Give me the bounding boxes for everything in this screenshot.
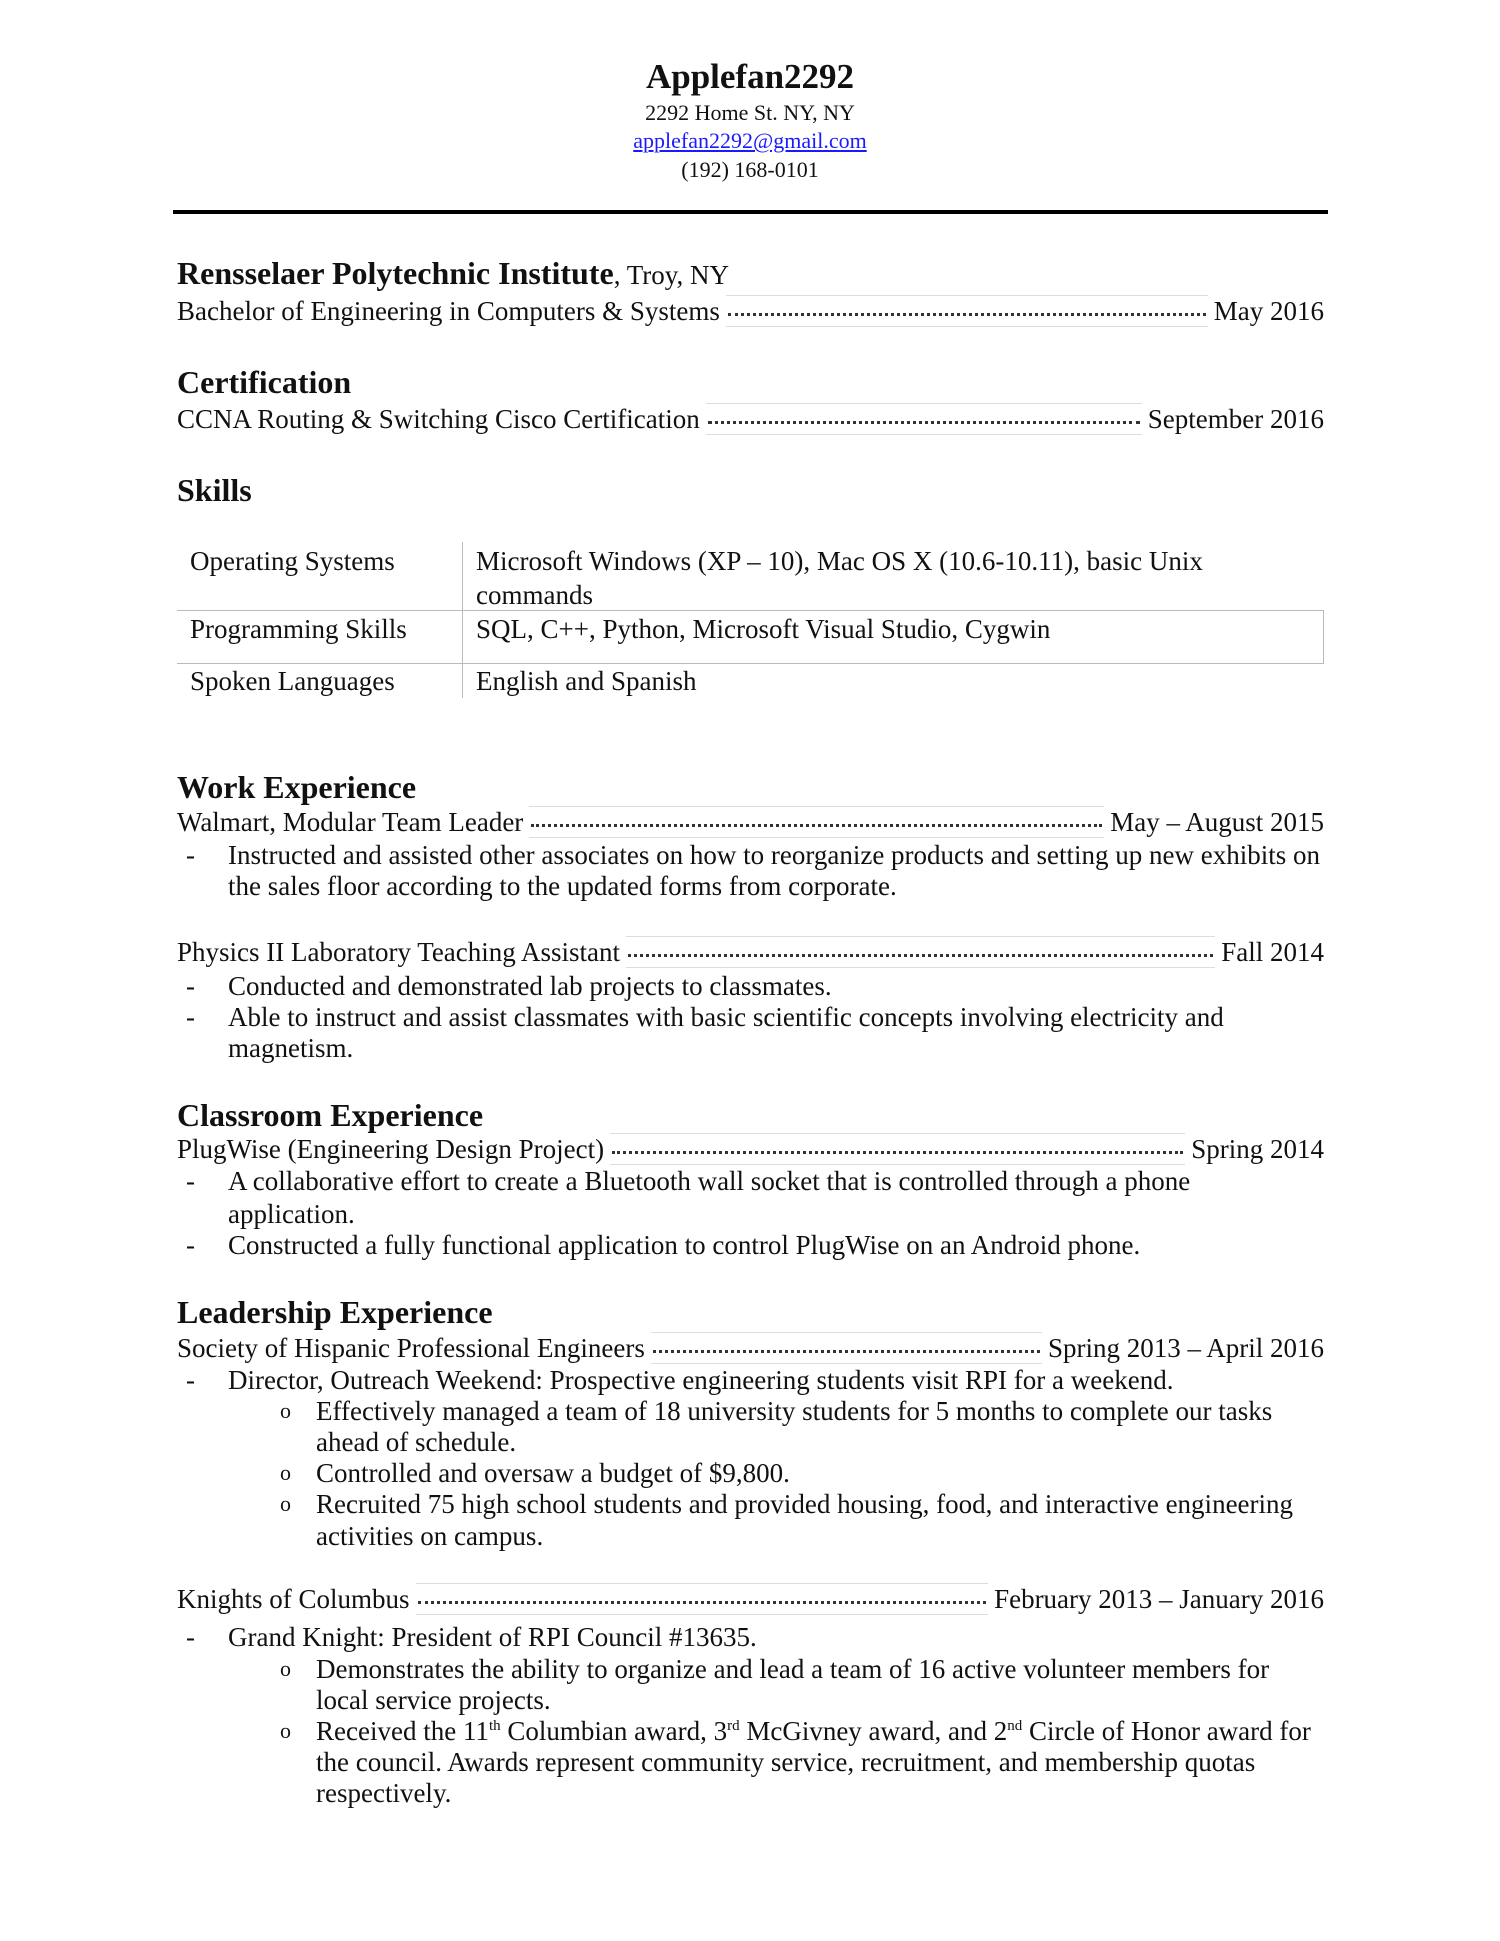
- project-row: PlugWise (Engineering Design Project) Spring 2014: [177, 1134, 1324, 1164]
- sub-bullet-item: o Received the 11th Columbian award, 3rd McGivney award, and 2nd Circle of Honor award for: [280, 1716, 1311, 1746]
- address: 2292 Home St. NY, NY: [645, 100, 855, 125]
- dot-leader: [529, 806, 1104, 838]
- job-row: Physics II Laboratory Teaching Assistant Fall 2014: [177, 937, 1324, 967]
- org-row: Society of Hispanic Professional Engineers Spring 2013 – April 2016: [177, 1333, 1324, 1363]
- sub-bullet-continuation: the council. Awards represent community service, recruitment, and membership quotas: [316, 1747, 1256, 1777]
- sub-bullet-continuation: activities on campus.: [316, 1521, 544, 1551]
- certification-heading: Certification: [177, 364, 352, 400]
- skill-value: Microsoft Windows (XP – 10), Mac OS X (10.6-10.11), basic Unix: [476, 546, 1203, 576]
- bullet-item: - A collaborative effort to create a Bluetooth wall socket that is controlled through a phone: [186, 1166, 1191, 1196]
- skills-heading: Skills: [177, 472, 252, 508]
- skill-label: Operating Systems: [190, 546, 395, 576]
- org-row: Knights of Columbus February 2013 – January 2016: [177, 1584, 1324, 1614]
- bullet-continuation: the sales floor according to the updated forms from corporate.: [228, 871, 897, 901]
- sub-bullet-continuation: ahead of schedule.: [316, 1427, 517, 1457]
- dot-leader: [651, 1332, 1042, 1364]
- skill-value: SQL, C++, Python, Microsoft Visual Studio, Cygwin: [476, 614, 1051, 644]
- bullet-item: - Instructed and assisted other associates on how to reorganize products and setting up new exhibits on: [186, 840, 1320, 870]
- phone: (192) 168-0101: [681, 157, 819, 182]
- sub-bullet-continuation: respectively.: [316, 1778, 452, 1808]
- skill-label: Programming Skills: [190, 614, 407, 644]
- dot-leader: [626, 936, 1215, 968]
- dot-leader: [416, 1583, 989, 1615]
- bullet-item: - Director, Outreach Weekend: Prospective engineering students visit RPI for a weekend.: [186, 1365, 1174, 1395]
- skill-value: English and Spanish: [476, 666, 697, 696]
- dot-leader: [610, 1133, 1185, 1165]
- bullet-item: - Able to instruct and assist classmates with basic scientific concepts involving electricity and: [186, 1002, 1224, 1032]
- leadership-heading: Leadership Experience: [177, 1294, 493, 1330]
- header-divider: [173, 210, 1328, 214]
- sub-bullet-item: o Controlled and oversaw a budget of $9,800.: [280, 1458, 790, 1488]
- bullet-continuation: application.: [228, 1199, 355, 1229]
- job-row: Walmart, Modular Team Leader May – August 2015: [177, 807, 1324, 837]
- education-degree-row: Bachelor of Engineering in Computers & Systems May 2016: [177, 296, 1324, 326]
- classroom-heading: Classroom Experience: [177, 1097, 484, 1133]
- bullet-item: - Grand Knight: President of RPI Council #13635.: [186, 1622, 757, 1652]
- skills-table: [177, 542, 1324, 698]
- skill-label: Spoken Languages: [190, 666, 395, 696]
- education-heading: Rensselaer Polytechnic Institute, Troy, NY: [177, 255, 729, 291]
- bullet-item: - Constructed a fully functional application to control PlugWise on an Android phone.: [186, 1230, 1141, 1260]
- email-link[interactable]: applefan2292@gmail.com: [633, 128, 867, 153]
- sub-bullet-item: o Recruited 75 high school students and provided housing, food, and interactive engineering: [280, 1489, 1294, 1519]
- certification-row: CCNA Routing & Switching Cisco Certification September 2016: [177, 404, 1324, 434]
- sub-bullet-item: o Demonstrates the ability to organize and lead a team of 16 active volunteer members for: [280, 1654, 1270, 1684]
- dot-leader: [706, 403, 1142, 435]
- sub-bullet-continuation: local service projects.: [316, 1685, 551, 1715]
- skill-value: commands: [476, 580, 593, 610]
- sub-bullet-item: o Effectively managed a team of 18 university students for 5 months to complete our tasks: [280, 1396, 1273, 1426]
- dot-leader: [726, 295, 1208, 327]
- bullet-continuation: magnetism.: [228, 1033, 354, 1063]
- resume-name: Applefan2292: [645, 57, 855, 96]
- bullet-item: - Conducted and demonstrated lab projects to classmates.: [186, 971, 832, 1001]
- work-heading: Work Experience: [177, 769, 417, 805]
